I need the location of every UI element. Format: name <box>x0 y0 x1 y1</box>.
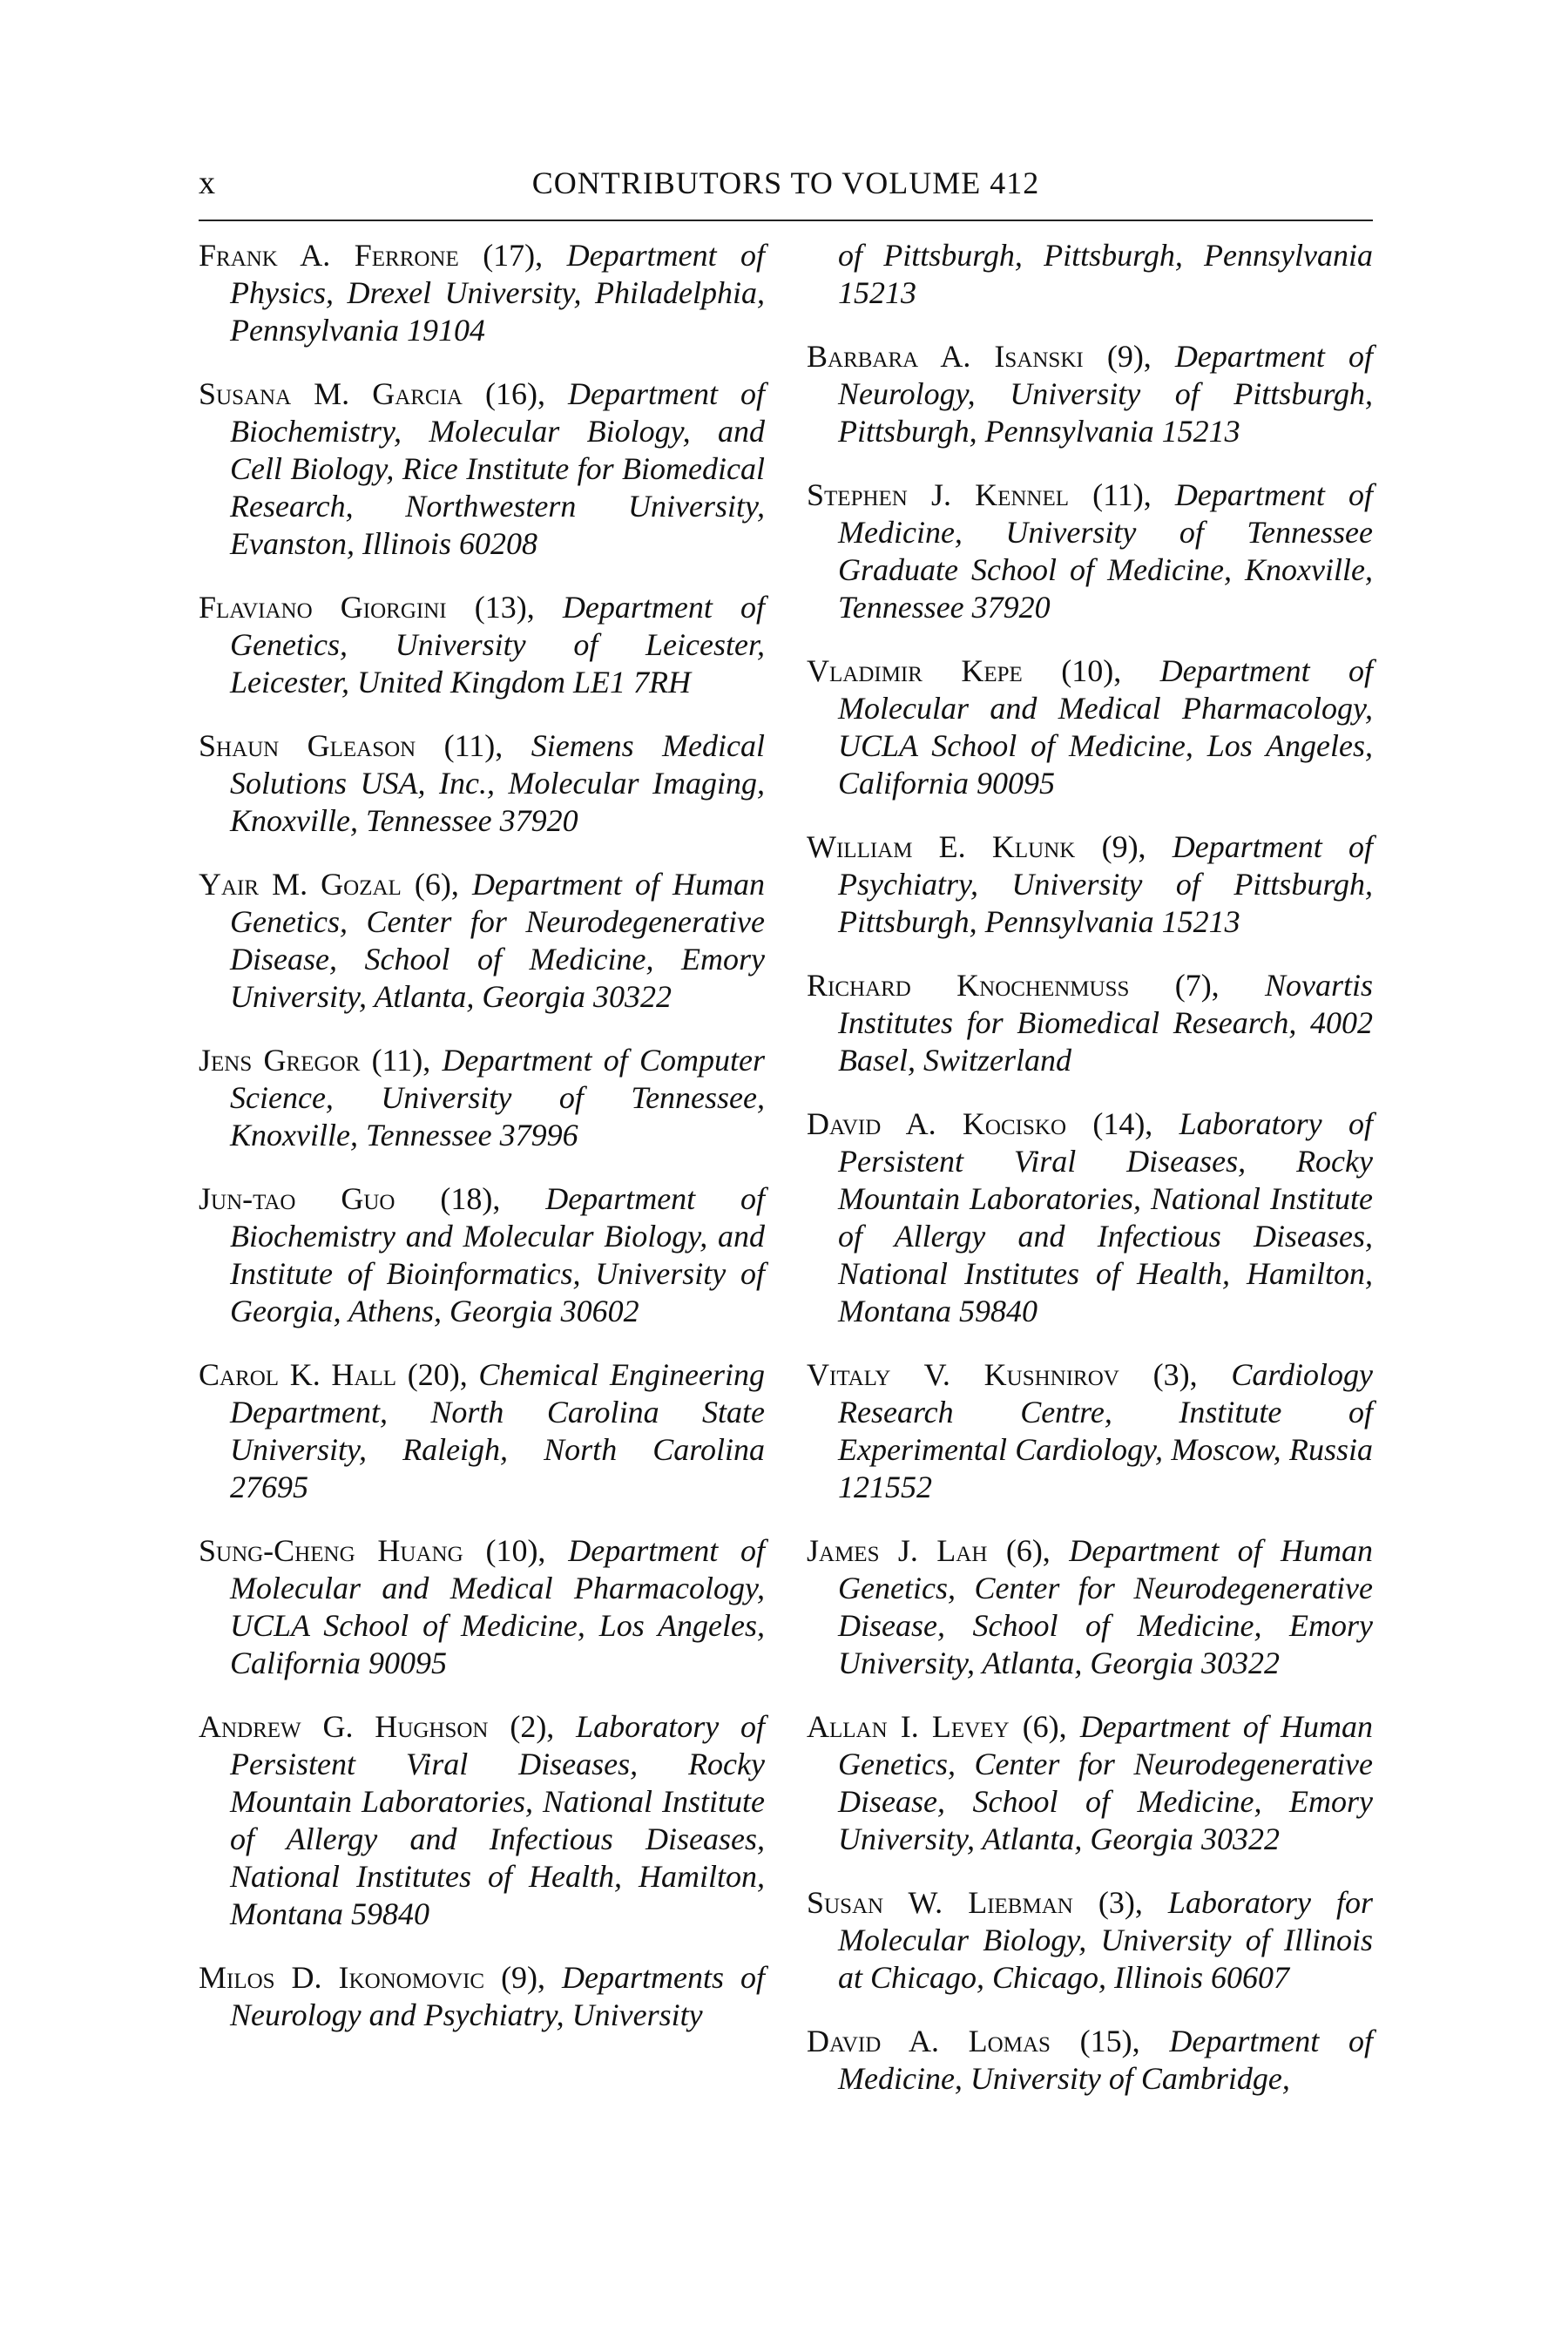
affiliation: Siemens Medical Solutions USA, Inc., Molecular Imaging, Knoxville, Tennessee 37920 <box>230 728 766 838</box>
left-column <box>199 237 766 2032</box>
contributor-entry <box>199 375 765 563</box>
contributor-entry <box>807 338 1373 450</box>
contributor-entry <box>199 1180 765 1330</box>
contributor-name: Stephen J. Kennel <box>807 477 1070 512</box>
contributor-name: Susan W. Liebman <box>807 1885 1073 1920</box>
chapter-number: (15), <box>1079 2024 1140 2058</box>
chapter-number: (9), <box>1106 339 1152 374</box>
contributor-name: Allan I. Levey <box>807 1709 1010 1744</box>
affiliation: Laboratory of Persistent Viral Diseases, Rocky Mountain Laboratories, National Institute of Allergy and Infectious Diseases, National Institutes of Health, Hamilton, Montana 59840 <box>230 1709 766 1931</box>
contributor-entry <box>199 1532 765 1682</box>
affiliation: Laboratory of Persistent Viral Diseases, Rocky Mountain Laboratories, National Institute of Allergy and Infectious Diseases, National Institutes of Health, Hamilton, Montana 59840 <box>838 1106 1373 1328</box>
contributor-name: Yair M. Gozal <box>199 867 402 902</box>
contributor-entry <box>807 1532 1373 1682</box>
contributor-entry <box>199 1959 765 2034</box>
affiliation: Department of Genetics, University of Leicester, Leicester, United Kingdom LE1 7RH <box>230 590 765 700</box>
contributor-name: Barbara A. Isanski <box>807 339 1084 374</box>
affiliation: Department of Molecular and Medical Pharmacology, UCLA School of Medicine, Los Angeles, California 90095 <box>838 653 1374 801</box>
chapter-number: (20), <box>407 1357 468 1392</box>
contributor-name: Carol K. Hall <box>199 1357 397 1392</box>
chapter-number: (2), <box>510 1709 555 1744</box>
affiliation: Department of Human Genetics, Center for Neurodegenerative Disease, School of Medicine, Emory University, Atlanta, Georgia 30322 <box>838 1709 1374 1856</box>
contributor-name: Andrew G. Hughson <box>199 1709 489 1744</box>
contributor-entry <box>807 1356 1373 1506</box>
contributor-name: William E. Klunk <box>807 829 1076 864</box>
continued-affiliation <box>807 237 1373 312</box>
contributors-list <box>199 237 1374 2096</box>
contributor-entry <box>199 1042 765 1154</box>
contributor-entry <box>807 1105 1373 1330</box>
chapter-number: (11), <box>1092 477 1152 512</box>
contributor-name: Jun-tao Guo <box>199 1181 395 1216</box>
chapter-number: (9), <box>1101 829 1146 864</box>
affiliation: Department of Medicine, University of Tennessee Graduate School of Medicine, Knoxville, Tennessee 37920 <box>838 477 1374 625</box>
contributor-name: Jens Gregor <box>199 1043 361 1078</box>
contributor-name: Susana M. Garcia <box>199 376 463 411</box>
contributor-entry <box>807 652 1373 802</box>
chapter-number: (11), <box>443 728 504 763</box>
page-number: x <box>199 165 215 201</box>
chapter-number: (6), <box>1022 1709 1067 1744</box>
contributor-name: Vladimir Kepe <box>807 653 1023 688</box>
header-rule <box>199 220 1373 221</box>
contributor-name: Shaun Gleason <box>199 728 416 763</box>
contributor-entry <box>807 2023 1373 2098</box>
affiliation: Department of Physics, Drexel University, Philadelphia, Pennsylvania 19104 <box>230 238 766 348</box>
contributor-entry <box>807 1884 1373 1997</box>
affiliation: Department of Biochemistry and Molecular Biology, and Institute of Bioinformatics, University of Georgia, Athens, Georgia 30602 <box>230 1181 766 1328</box>
affiliation: Laboratory for Molecular Biology, University of Illinois at Chicago, Chicago, Illinois 60607 <box>838 1885 1374 1995</box>
chapter-number: (18), <box>440 1181 501 1216</box>
affiliation: Department of Neurology, University of Pittsburgh, Pittsburgh, Pennsylvania 15213 <box>838 339 1373 449</box>
contributor-entry <box>807 828 1373 941</box>
affiliation: Department of Computer Science, University of Tennessee, Knoxville, Tennessee 37996 <box>230 1043 766 1152</box>
contributor-entry <box>199 1708 765 1933</box>
contributor-name: David A. Kocisko <box>807 1106 1066 1141</box>
contributor-entry <box>199 866 765 1016</box>
affiliation: Department of Human Genetics, Center for Neurodegenerative Disease, School of Medicine, Emory University, Atlanta, Georgia 30322 <box>838 1533 1374 1680</box>
running-head: CONTRIBUTORS TO VOLUME 412 <box>531 166 1040 200</box>
contributor-entry <box>807 1708 1373 1858</box>
chapter-number: (11), <box>371 1043 431 1078</box>
contributor-name: Frank A. Ferrone <box>199 238 459 273</box>
affiliation: of Pittsburgh, Pittsburgh, Pennsylvania 15213 <box>838 238 1373 310</box>
chapter-number: (3), <box>1098 1885 1143 1920</box>
chapter-number: (3), <box>1152 1357 1198 1392</box>
contributor-name: Flaviano Giorgini <box>199 590 447 625</box>
contributor-name: Richard Knochenmuss <box>807 968 1130 1003</box>
affiliation: Departments of Neurology and Psychiatry, University <box>230 1960 765 2032</box>
affiliation: Department of Molecular and Medical Pharmacology, UCLA School of Medicine, Los Angeles, California 90095 <box>230 1533 766 1680</box>
affiliation: Department of Psychiatry, University of Pittsburgh, Pittsburgh, Pennsylvania 15213 <box>838 829 1373 939</box>
chapter-number: (9), <box>501 1960 546 1995</box>
contributor-entry <box>199 237 765 349</box>
affiliation: Cardiology Research Centre, Institute of Experimental Cardiology, Moscow, Russia 121552 <box>838 1357 1373 1504</box>
chapter-number: (7), <box>1174 968 1220 1003</box>
affiliation: Department of Medicine, University of Cambridge, <box>838 2024 1374 2096</box>
contributor-name: Vitaly V. Kushnirov <box>807 1357 1119 1392</box>
chapter-number: (10), <box>485 1533 546 1568</box>
chapter-number: (17), <box>483 238 544 273</box>
contributor-name: Milos D. Ikonomovic <box>199 1960 485 1995</box>
contributor-name: David A. Lomas <box>807 2024 1051 2058</box>
chapter-number: (16), <box>485 376 545 411</box>
affiliation: Chemical Engineering Department, North Carolina State University, Raleigh, North Carolina 27695 <box>230 1357 766 1504</box>
chapter-number: (6), <box>1005 1533 1051 1568</box>
affiliation: Department of Human Genetics, Center for Neurodegenerative Disease, School of Medicine, Emory University, Atlanta, Georgia 30322 <box>230 867 766 1014</box>
chapter-number: (14), <box>1092 1106 1153 1141</box>
contributor-name: Sung-Cheng Huang <box>199 1533 463 1568</box>
contributor-name: James J. Lah <box>807 1533 988 1568</box>
affiliation: Department of Biochemistry, Molecular Biology, and Cell Biology, Rice Institute for Biomedical Research, Northwestern University, Evanston, Illinois 60208 <box>230 376 766 561</box>
chapter-number: (13), <box>474 590 535 625</box>
chapter-number: (10), <box>1061 653 1122 688</box>
contributor-entry <box>199 589 765 701</box>
contributor-entry <box>807 476 1373 626</box>
right-column <box>807 237 1374 2096</box>
contributor-entry <box>807 967 1373 1079</box>
page-header <box>199 157 1373 209</box>
contributor-entry <box>199 727 765 840</box>
contributor-entry <box>199 1356 765 1506</box>
affiliation: Novartis Institutes for Biomedical Research, 4002 Basel, Switzerland <box>838 968 1373 1078</box>
chapter-number: (6), <box>414 867 459 902</box>
